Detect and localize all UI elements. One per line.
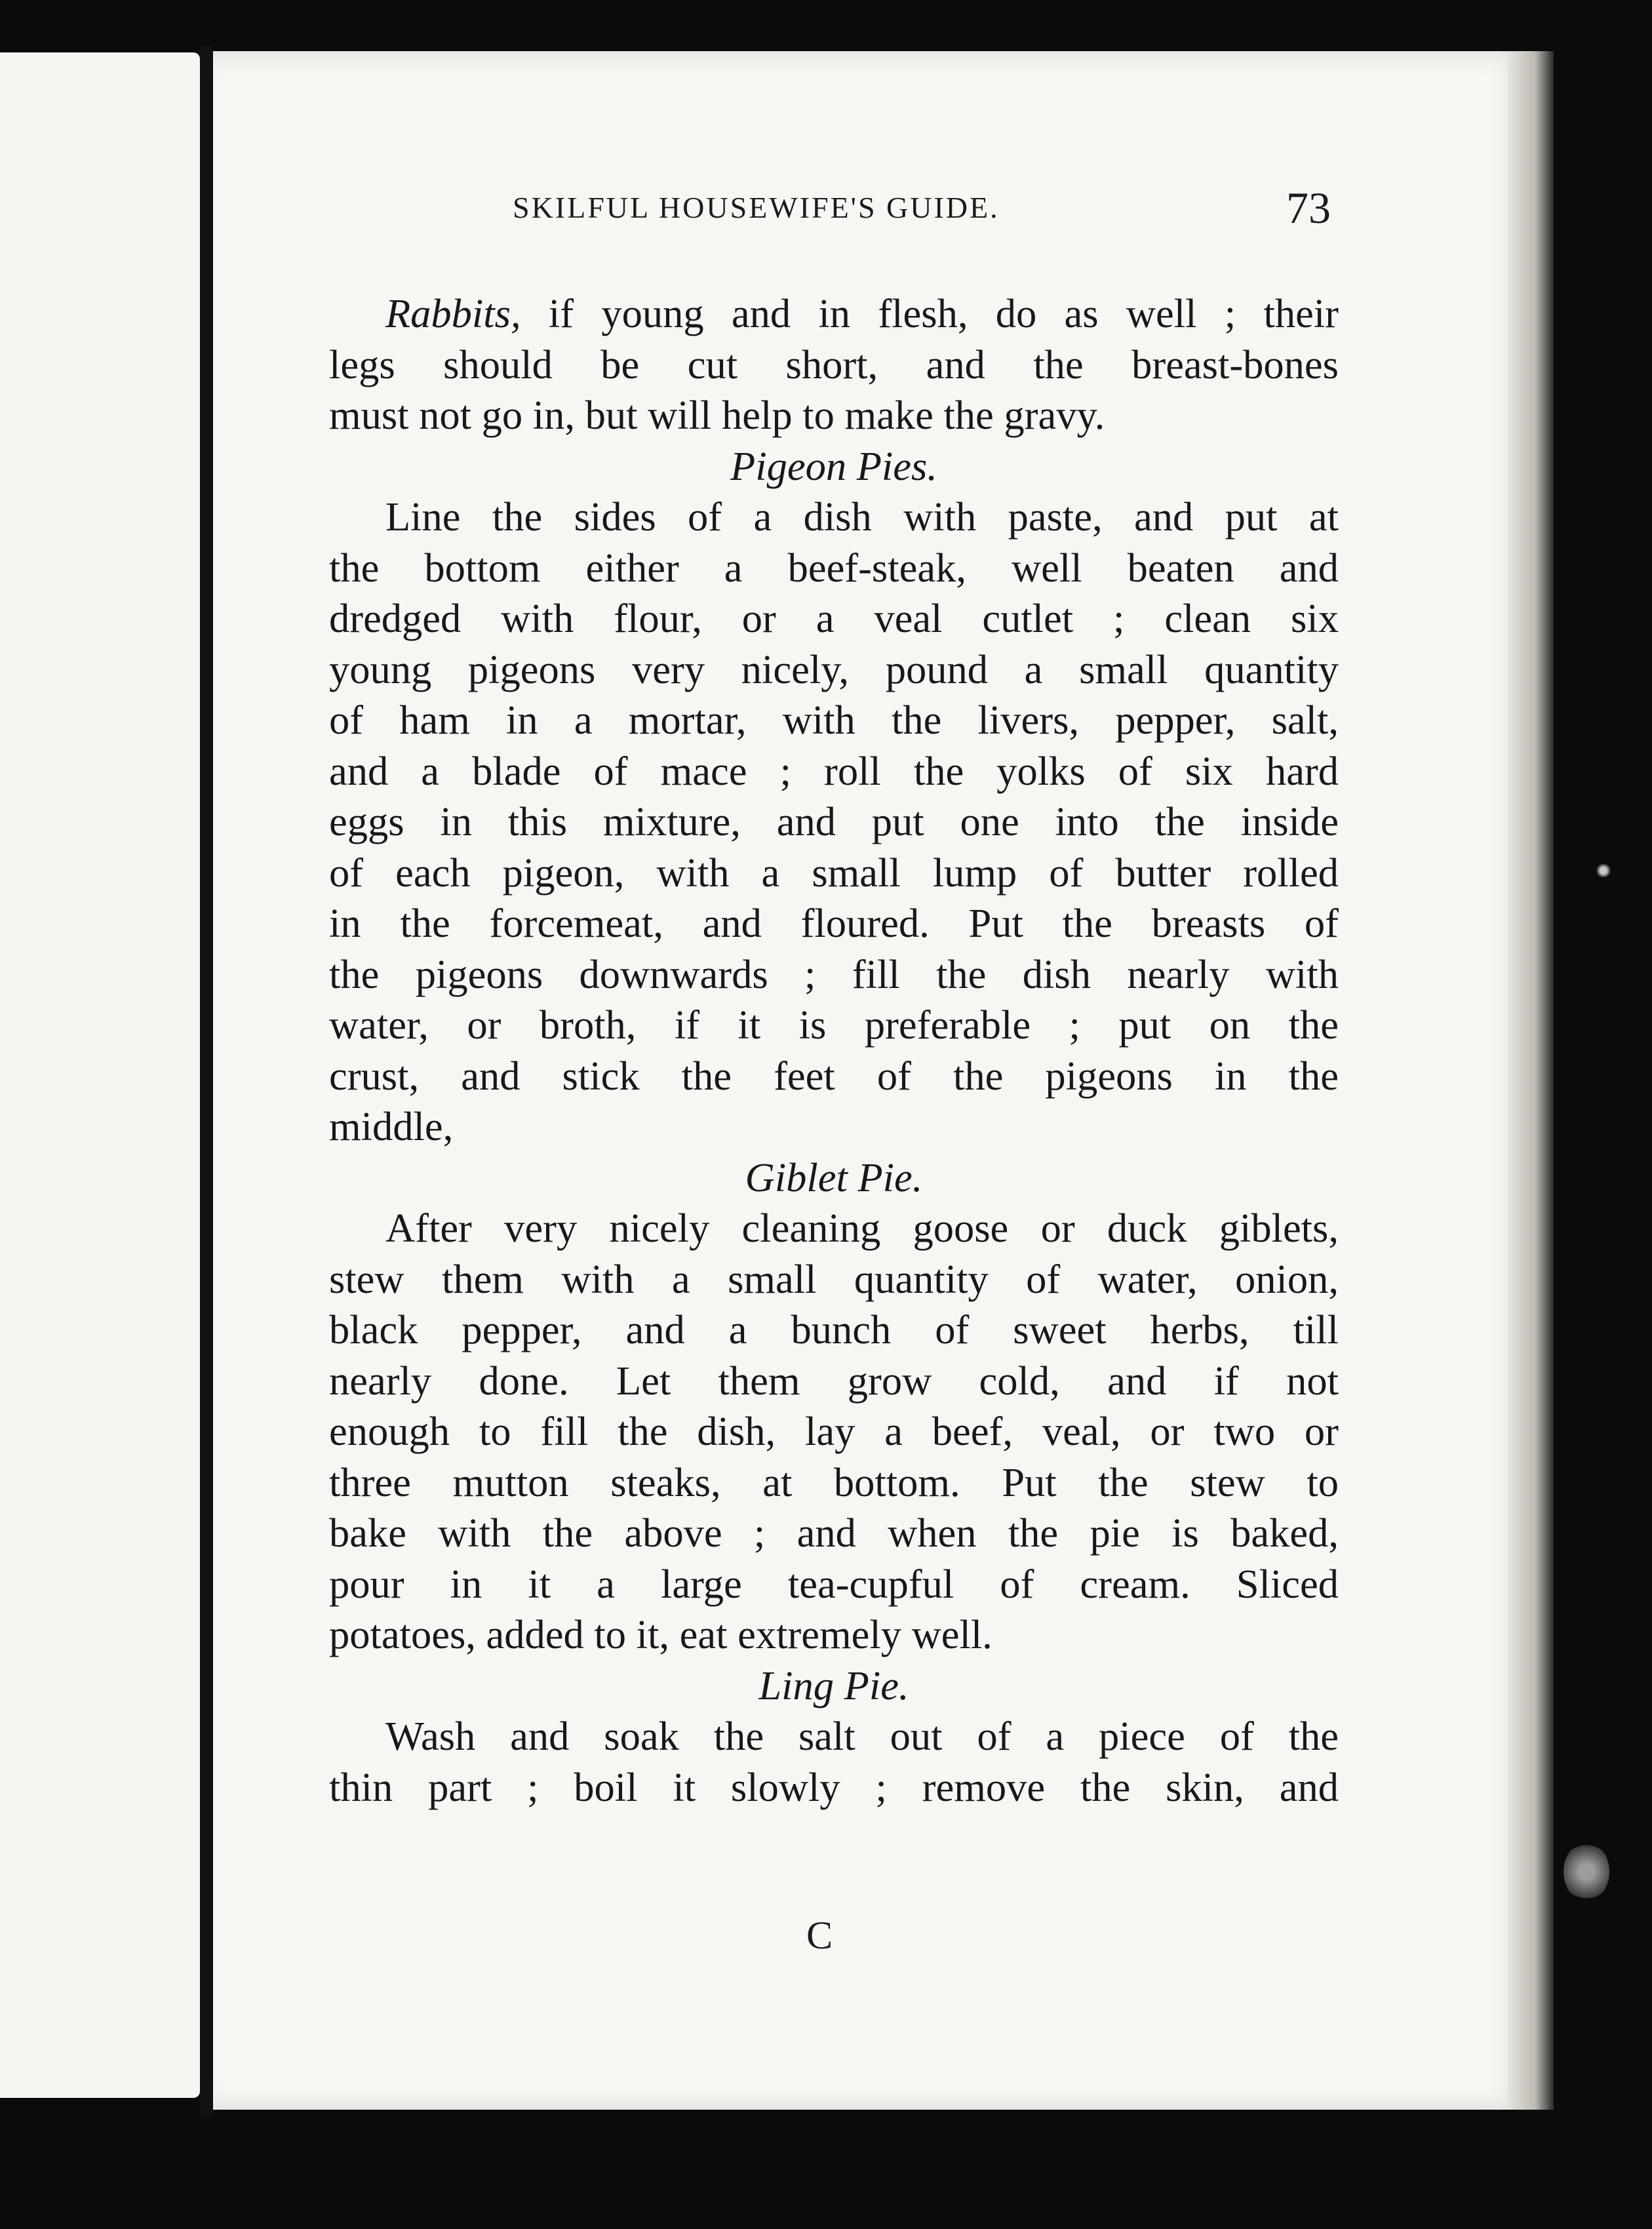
recipe-line: bake with the above ; and when the pie is baked, — [329, 1510, 1339, 1556]
recipe-line: middle, — [329, 1103, 454, 1149]
recipe-sections — [329, 441, 1339, 1813]
page-text — [329, 288, 1339, 1813]
recipe-line: the bottom either a beef-steak, well beaten and — [329, 544, 1339, 591]
recipe-heading: Pigeon Pies. — [730, 443, 937, 489]
intro-line: legs should be cut short, and the breast-bones — [329, 341, 1339, 387]
recipe-line: potatoes, added to it, eat extremely well. — [329, 1611, 993, 1657]
recipe-line: the pigeons downwards ; fill the dish nearly with — [329, 951, 1339, 997]
recipe-line: After very nicely cleaning goose or duck giblets, — [385, 1205, 1339, 1251]
intro-line: must not go in, but will help to make the gravy. — [329, 392, 1105, 438]
recipe-line: of each pigeon, with a small lump of butter rolled — [329, 849, 1339, 896]
recipe-line: of ham in a mortar, with the livers, pepper, salt, — [329, 697, 1339, 743]
recipe-line: crust, and stick the feet of the pigeons in the — [329, 1052, 1339, 1099]
recipe-line: pour in it a large tea-cupful of cream. Sliced — [329, 1560, 1339, 1607]
intro-line — [329, 288, 1339, 340]
recipe-line: Line the sides of a dish with paste, and put at — [385, 494, 1339, 540]
recipe-line: in the forcemeat, and floured. Put the breasts of — [329, 900, 1339, 946]
scan-speck — [1595, 864, 1612, 877]
signature-mark: C — [806, 1914, 833, 1957]
recipe-line: black pepper, and a bunch of sweet herbs, till — [329, 1307, 1339, 1352]
recipe-line: thin part ; boil it slowly ; remove the skin, and — [329, 1764, 1339, 1810]
recipe-line: eggs in this mixture, and put one into the inside — [329, 799, 1339, 844]
book-gutter — [200, 46, 213, 2118]
recipe-line: Wash and soak the salt out of a piece of the — [385, 1713, 1339, 1759]
intro-text: if young and in flesh, do as well ; their — [521, 290, 1339, 336]
recipe-line: dredged with flour, or a veal cutlet ; clean six — [329, 595, 1339, 641]
recipe-line: stew them with a small quantity of water, onion, — [329, 1255, 1339, 1302]
page-edge — [1508, 51, 1554, 2110]
intro-lead: Rabbits, — [385, 290, 521, 336]
recipe-line: young pigeons very nicely, pound a small quantity — [329, 646, 1339, 692]
scan-blot — [1564, 1842, 1609, 1901]
page-number: 73 — [1286, 183, 1331, 233]
running-head: SKILFUL HOUSEWIFE'S GUIDE. — [513, 191, 1000, 224]
recipe-line: three mutton steaks, at bottom. Put the stew to — [329, 1459, 1339, 1505]
left-page — [0, 52, 200, 2098]
recipe-line: enough to fill the dish, lay a beef, veal, or two or — [329, 1408, 1339, 1454]
recipe-heading: Giblet Pie. — [745, 1154, 923, 1200]
recipe-heading: Ling Pie. — [758, 1662, 909, 1708]
recipe-line: water, or broth, if it is preferable ; put on the — [329, 1002, 1339, 1048]
recipe-line: and a blade of mace ; roll the yolks of six hard — [329, 747, 1339, 794]
recipe-line: nearly done. Let them grow cold, and if not — [329, 1357, 1339, 1404]
